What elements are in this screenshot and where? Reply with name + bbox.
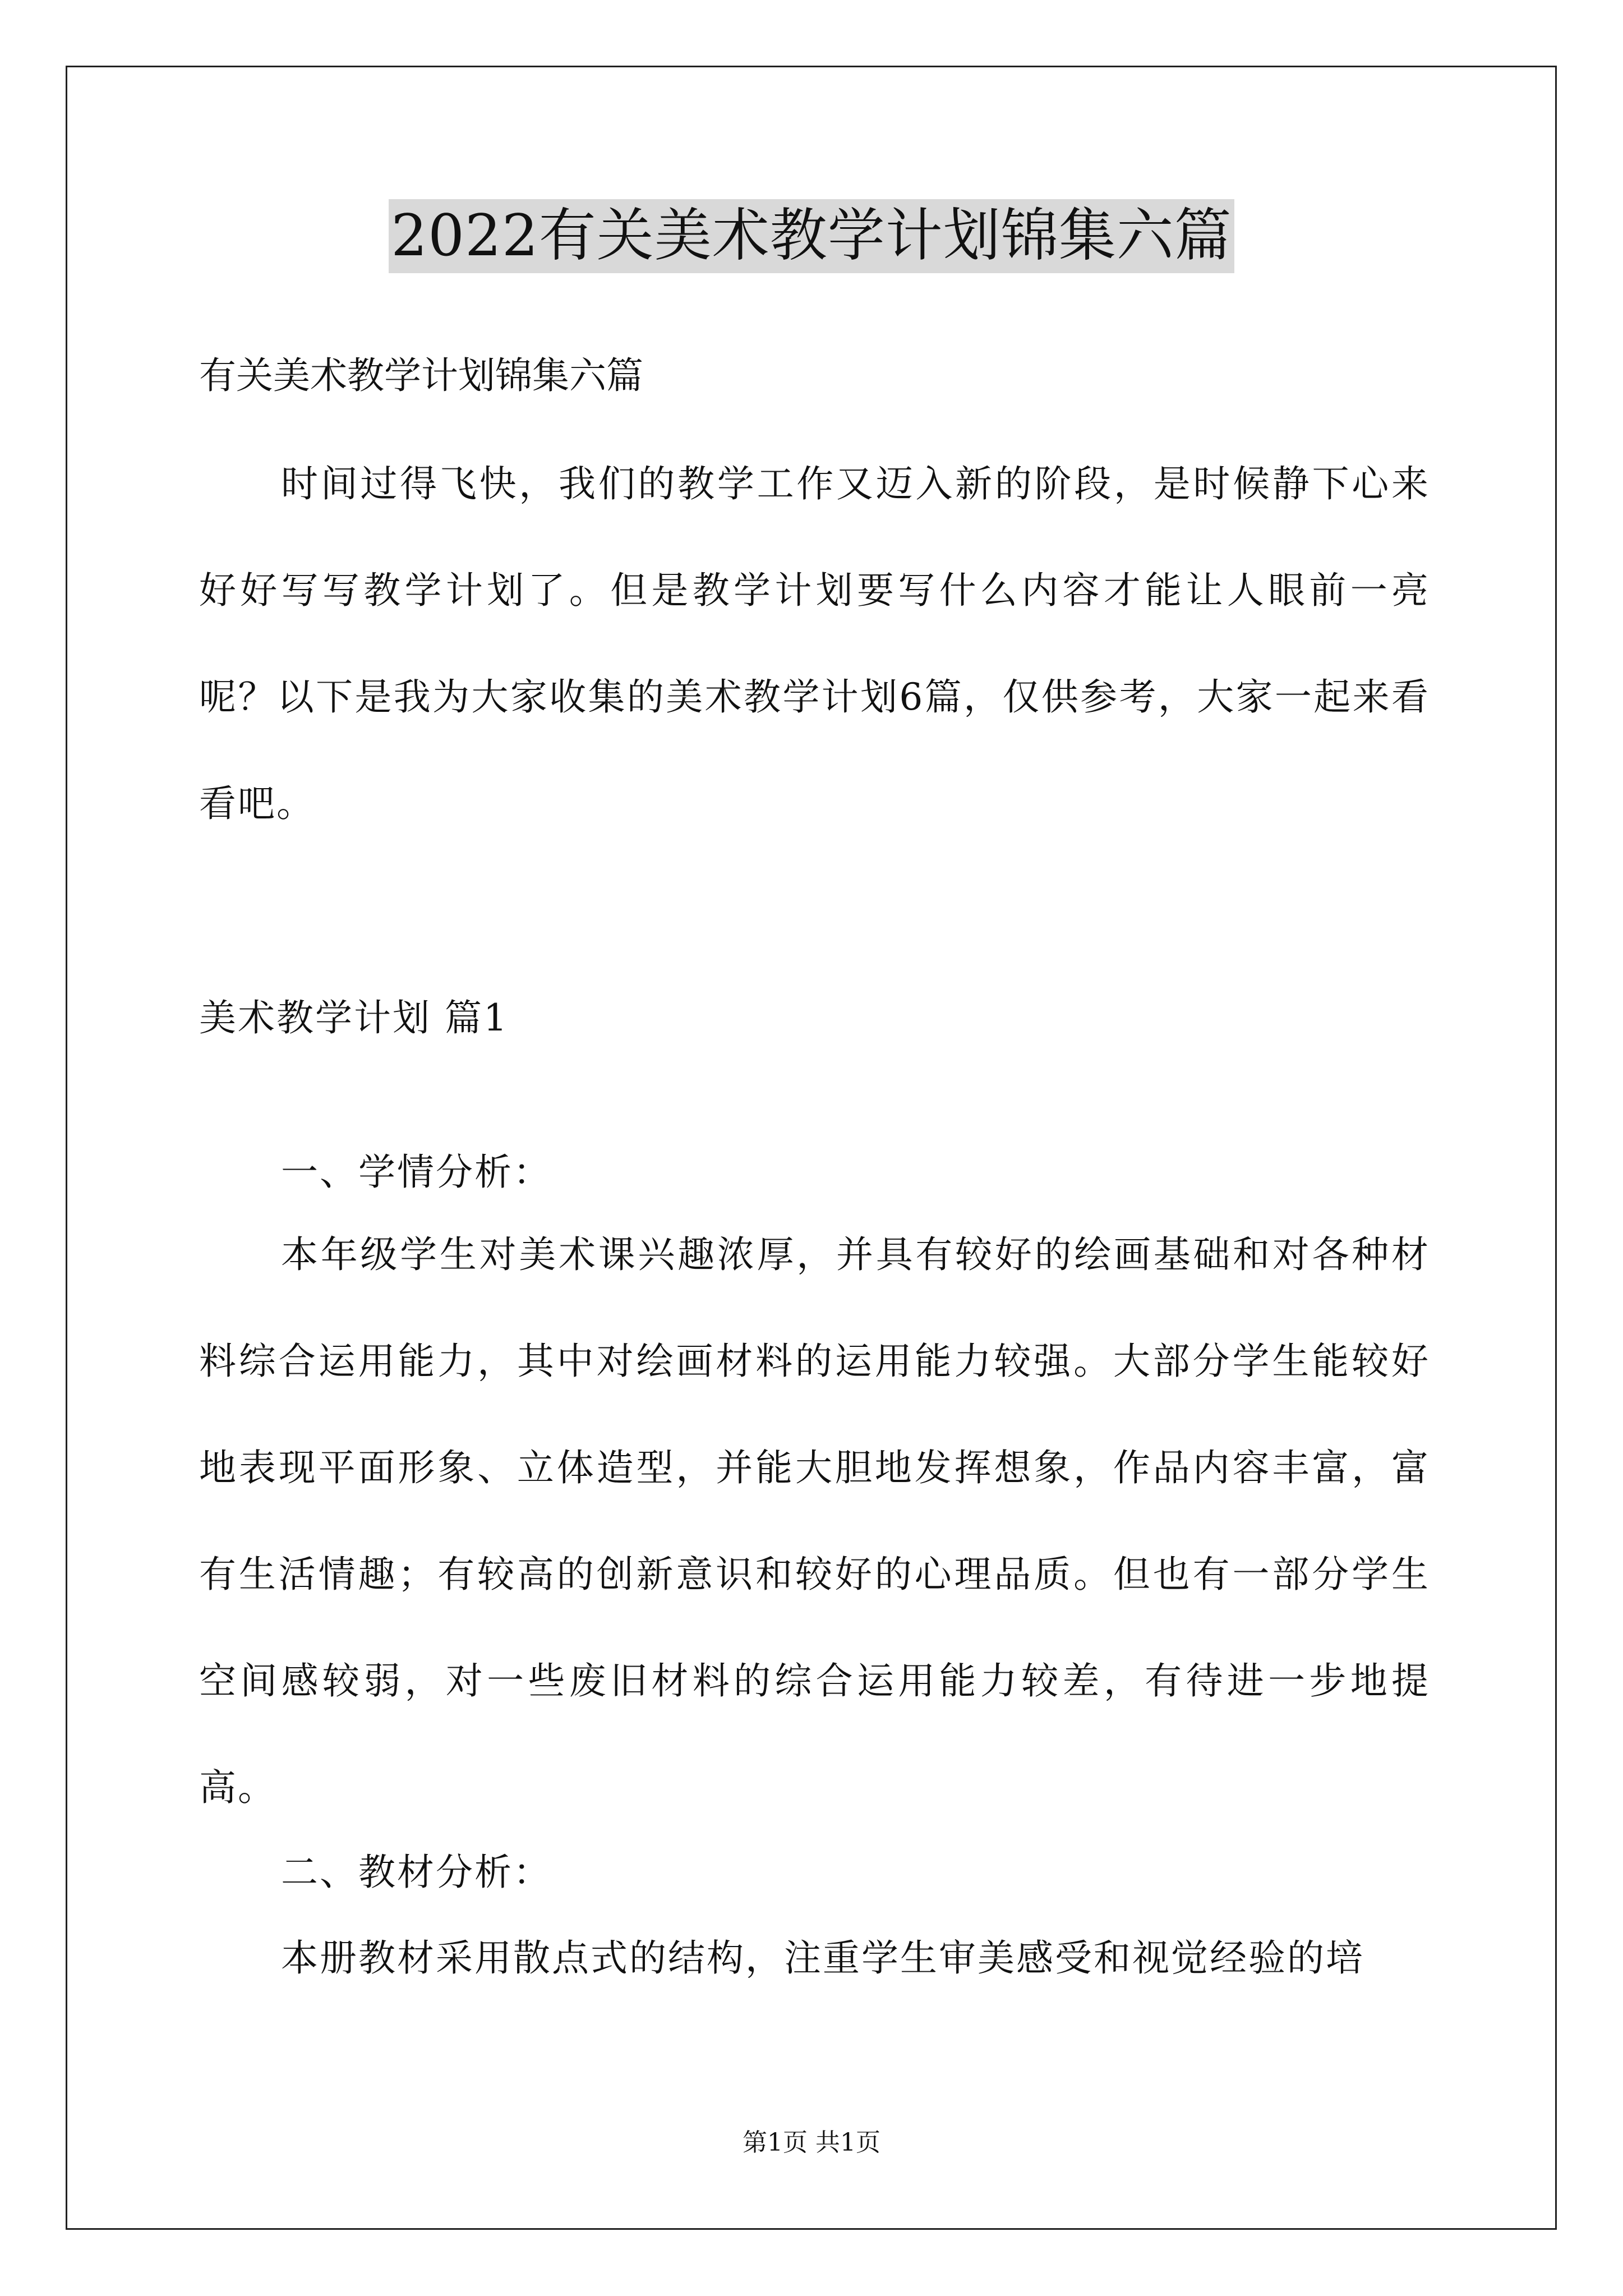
- title-container: [0, 199, 1623, 273]
- intro-paragraph: 时间过得飞快，我们的教学工作又迈入新的阶段，是时候静下心来好好写写教学计划了。但是教学计划要写什么内容才能让人眼前一亮呢？以下是我为大家收集的美术教学计划6篇，仅供参考，大家一起来看看吧。: [199, 462, 1430, 825]
- document-subtitle: 有关美术教学计划锦集六篇: [199, 354, 643, 397]
- document-title: 2022有关美术教学计划锦集六篇: [389, 199, 1234, 273]
- heading-textbook-analysis: 二、教材分析：: [281, 1851, 552, 1894]
- heading-learning-analysis: 一、学情分析：: [281, 1151, 552, 1194]
- section-heading: 美术教学计划 篇1: [199, 996, 509, 1039]
- textbook-analysis-paragraph: 本册教材采用散点式的结构，注重学生审美感受和视觉经验的培: [281, 1936, 1364, 1980]
- page-footer: 第1页 共1页: [743, 2128, 880, 2157]
- learning-analysis-paragraph: 本年级学生对美术课兴趣浓厚，并具有较好的绘画基础和对各种材料综合运用能力，其中对绘画材料的运用能力较强。大部分学生能较好地表现平面形象、立体造型，并能大胆地发挥想象，作品内容丰富，富有生活情趣；有较高的创新意识和较好的心理品质。但也有一部分学生空间感较弱，对一些废旧材料的综合运用能力较差，有待进一步地提高。: [199, 1233, 1430, 1809]
